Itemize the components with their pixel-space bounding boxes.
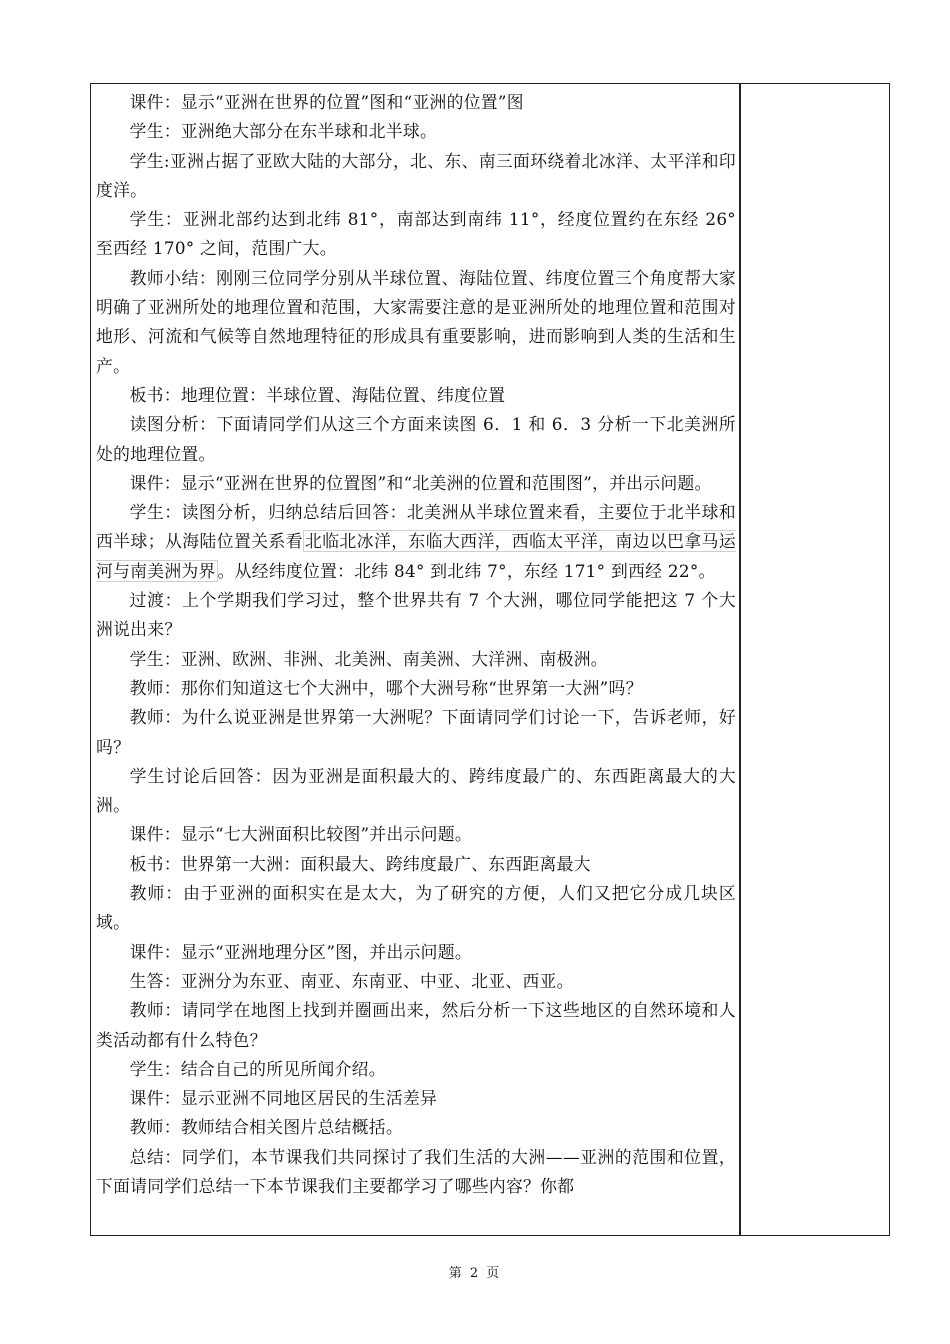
paragraph: 教师：由于亚洲的面积实在是太大，为了研究的方便，人们又把它分成几块区域。 bbox=[96, 883, 736, 933]
paragraph: 学生：结合自己的所见所闻介绍。 bbox=[129, 1058, 386, 1079]
paragraph: 生答：亚洲分为东亚、南亚、东南亚、中亚、北亚、西亚。 bbox=[129, 970, 574, 991]
paragraph: 学生讨论后回答：因为亚洲是面积最大的、跨纬度最广的、东西距离最大的大洲。 bbox=[96, 765, 736, 816]
page-number: 第 2 页 bbox=[448, 1266, 502, 1281]
paragraph-text: 。从经纬度位置：北纬 84° 到北纬 7°，东经 171° 到西经 22°。 bbox=[217, 560, 716, 581]
paragraph-text: 学生：读图分析，归纳总结后回答：北美洲从半球位置来看，主要位于北半球和西半球；从海陆位置关系看 bbox=[96, 502, 736, 552]
paragraph: 板书：地理位置：半球位置、海陆位置、纬度位置 bbox=[129, 384, 506, 405]
highlight-paragraph bbox=[96, 498, 736, 586]
paragraph: 教师：为什么说亚洲是世界第一大洲呢？下面请同学们讨论一下，告诉老师，好吗？ bbox=[96, 707, 736, 757]
paragraph: 学生：亚洲北部约达到北纬 81°，南部达到南纬 11°，经度位置约在东经 26° 至西经 170° 之间，范围广大。 bbox=[96, 209, 736, 259]
paragraph: 学生：亚洲、欧洲、非洲、北美洲、南美洲、大洋洲、南极洲。 bbox=[129, 648, 608, 669]
paragraph: 读图分析：下面请同学们从这三个方面来读图 6．1 和 6．3 分析一下北美洲所处的地理位置。 bbox=[96, 414, 736, 464]
paragraph: 过渡：上个学期我们学习过，整个世界共有 7 个大洲，哪位同学能把这 7 个大洲说出来？ bbox=[96, 590, 736, 640]
paragraph: 板书：世界第一大洲：面积最大、跨纬度最广、东西距离最大 bbox=[129, 853, 591, 874]
paragraph: 学生：亚洲绝大部分在东半球和北半球。 bbox=[129, 121, 438, 142]
paragraph: 教师：那你们知道这七个大洲中，哪个大洲号称“世界第一大洲”吗？ bbox=[129, 677, 643, 698]
boxed-text: 北临北冰洋，东临大西洋，西临太平洋，南边以巴拿马运河与南美洲为界 bbox=[96, 531, 736, 581]
paragraph: 课件：显示“亚洲地理分区”图，并出示问题。 bbox=[129, 941, 472, 962]
paragraph: 课件：显示“亚洲在世界的位置图”和“北美洲的位置和范围图”，并出示问题。 bbox=[129, 472, 712, 493]
paragraph: 学生:亚洲占据了亚欧大陆的大部分，北、东、南三面环绕着北冰洋、太平洋和印度洋。 bbox=[96, 150, 736, 200]
paragraph: 总结：同学们，本节课我们共同探讨了我们生活的大洲——亚洲的范围和位置，下面请同学们总结一下本节课我们主要都学习了哪些内容？你都 bbox=[96, 1146, 736, 1196]
paragraph: 教师小结：刚刚三位同学分别从半球位置、海陆位置、纬度位置三个角度帮大家明确了亚洲所处的地理位置和范围，大家需要注意的是亚洲所处的地理位置和范围对地形、河流和气候等自然地理特征的形成具有重要影响，进而影响到人类的生活和生产。 bbox=[96, 267, 736, 376]
paragraph: 教师：教师结合相关图片总结概括。 bbox=[129, 1117, 403, 1138]
paragraph: 课件：显示亚洲不同地区居民的生活差异 bbox=[129, 1088, 438, 1109]
paragraph: 课件：显示“七大洲面积比较图”并出示问题。 bbox=[129, 824, 472, 845]
table-column-divider bbox=[739, 83, 741, 1236]
lesson-content-cell bbox=[96, 88, 736, 1201]
paragraph: 课件：显示“亚洲在世界的位置”图和“亚洲的位置”图 bbox=[129, 92, 524, 112]
paragraph: 教师：请同学在地图上找到并圈画出来，然后分析一下这些地区的自然环境和人类活动都有什么特色？ bbox=[96, 1000, 736, 1050]
